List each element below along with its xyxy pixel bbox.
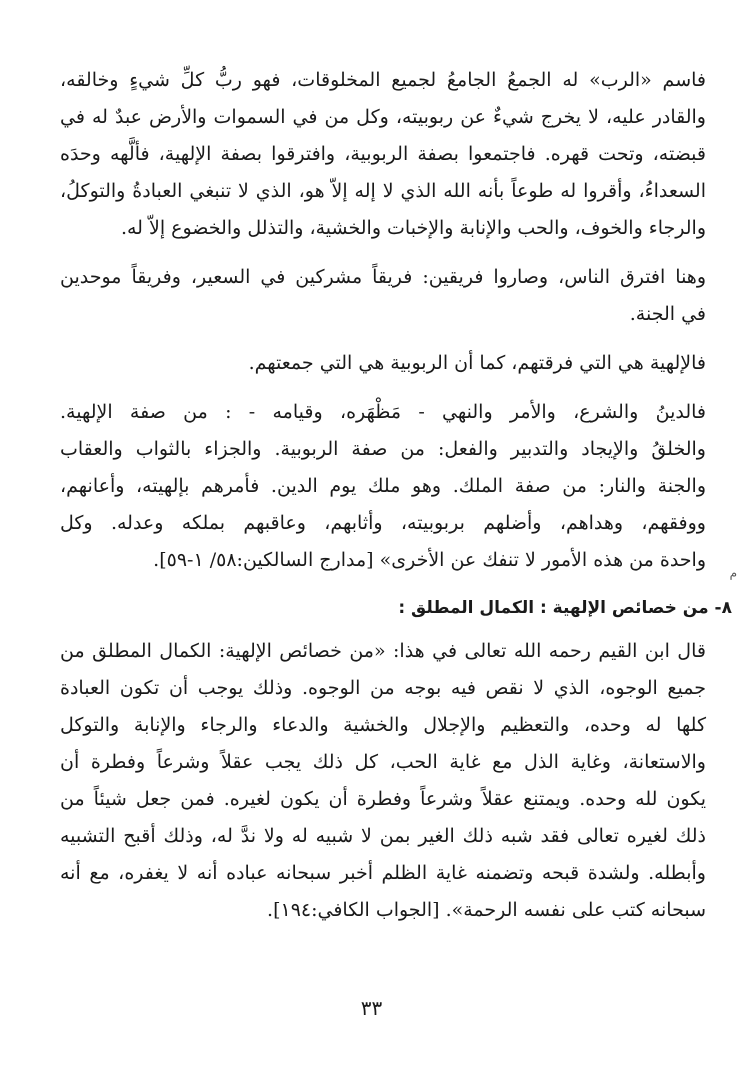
text-line: واحدة من هذه الأمور لا تنفك عن الأخرى» [مدارج السالكين:٥٨/ ١-٥٩]. — [153, 549, 706, 571]
paragraph-people-divided — [60, 259, 732, 333]
text-line: وأبطله. ولشدة قبحه وتضمنه غاية الظلم أخبر سبحانه عباده أنه لا يغفره، مع أنه — [60, 862, 706, 884]
paragraph-divinity-separates — [60, 345, 732, 382]
text-line: يكون لله وحده. ويمتنع عقلاً وشرعاً وفطرة أن يكون لغيره. فمن جعل شيئاً من — [60, 788, 706, 810]
paragraph-religion-attributes — [60, 394, 732, 579]
text-line: وهنا افترق الناس، وصاروا فريقين: فريقاً مشركين في السعير، وفريقاً موحدين — [60, 266, 706, 288]
text-line: والقادر عليه، لا يخرج شيءٌ عن ربوبيته، وكل من في السموات والأرض عبدٌ له في — [60, 106, 706, 128]
paragraph-ibn-qayyim-quote — [60, 633, 732, 929]
text-line: جميع الوجوه، الذي لا نقص فيه بوجه من الوجوه. وذلك يوجب أن تكون العبادة — [60, 677, 706, 699]
text-line: ذلك لغيره تعالى فقد شبه ذلك الغير بمن لا شبيه له ولا ندَّ له، وذلك أقبح التشبيه — [60, 825, 706, 847]
paragraph-rabb-name — [60, 62, 732, 247]
text-line: والاستعانة، وغاية الذل مع غاية الحب، كل ذلك يجب عقلاً وشرعاً وفطرة أن — [60, 751, 706, 773]
text-line: فاسم «الرب» له الجمعُ الجامعُ لجميع المخلوقات، فهو ربُّ كلِّ شيءٍ وخالقه، — [60, 69, 706, 91]
text-line: فالإلهية هي التي فرقتهم، كما أن الربوبية هي التي جمعتهم. — [248, 352, 706, 374]
text-line: قال ابن القيم رحمه الله تعالى في هذا: «من خصائص الإلهية: الكمال المطلق من — [60, 640, 706, 662]
text-line: في الجنة. — [629, 303, 706, 325]
margin-mark: م — [729, 566, 737, 580]
section-heading: ٨- من خصائص الإلهية : الكمال المطلق : — [398, 598, 732, 618]
text-line: والجنة والنار: من صفة الملك. وهو ملك يوم الدين. فأمرهم بإلهيته، وأعانهم، — [60, 475, 706, 497]
text-line: فالدينُ والشرع، والأمر والنهي - مَظْهَره، وقيامه - : من صفة الإلهية. — [60, 401, 706, 423]
text-line: والخلقُ والإيجاد والتدبير والفعل: من صفة الربوبية. والجزاء بالثواب والعقاب — [60, 438, 706, 460]
text-line: السعداءُ، وأقروا له طوعاً بأنه الله الذي لا إله إلاّ هو، الذي لا تنبغي العبادةُ والتوكلُ، — [60, 180, 706, 202]
page-number: ٣٣ — [360, 996, 383, 1020]
text-line: سبحانه كتب على نفسه الرحمة». [الجواب الكافي:١٩٤]. — [267, 899, 706, 921]
text-line: والرجاء والخوف، والحب والإنابة والإخبات والخشية، والتذلل والخضوع إلاّ له. — [120, 217, 706, 239]
text-line: كلها له وحده، والتعظيم والإجلال والخشية والدعاء والرجاء والإنابة والتوكل — [60, 714, 706, 736]
text-line: قبضته، وتحت قهره. فاجتمعوا بصفة الربوبية، وافترقوا بصفة الإلهية، فألَّهه وحدَه — [60, 143, 706, 165]
document-page — [60, 62, 732, 941]
text-line: ووفقهم، وهداهم، وأضلهم بربوبيته، وأثابهم، وعاقبهم بملكه وعدله. وكل — [60, 512, 706, 534]
